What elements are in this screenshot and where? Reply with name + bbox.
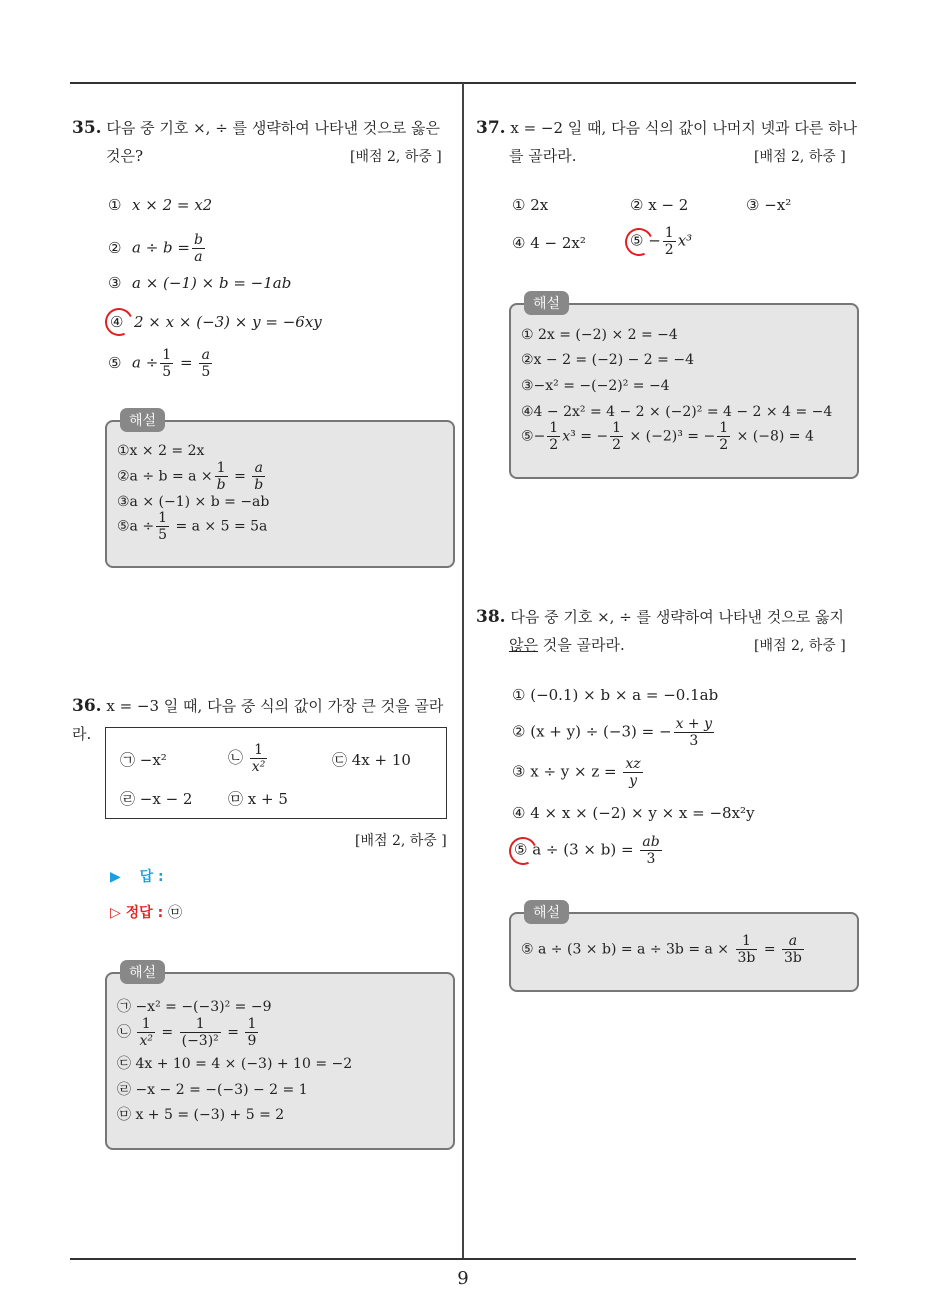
choice-c: ㉢ 4x + 10 bbox=[332, 751, 411, 769]
exp-36-line-3: ㉢ 4x + 10 = 4 × (−3) + 10 = −2 bbox=[117, 1056, 353, 1072]
exp-36-line-2: ㉡ $\frac{1}{\text{x²}}$ = $\frac{1}{\text{(−3)²}}$ = $\frac{1}{9}$ bbox=[117, 1016, 257, 1049]
exp-36-line-4: ㉣ −x − 2 = −(−3) − 2 = 1 bbox=[117, 1082, 308, 1098]
exp-37-line-5: ⑤− $\frac{1}{2}$ x³ = − $\frac{1}{2}$ × (−2)³ = − $\frac{1}{2}$ × (−8) = 4 bbox=[521, 420, 814, 453]
exp-36-line-1: ㉠ −x² = −(−3)² = −9 bbox=[117, 999, 272, 1015]
outline-triangle-icon: ▷ bbox=[110, 905, 121, 921]
page-number: 9 bbox=[457, 1268, 469, 1289]
option-4[interactable]: ④ 4 − 2x² bbox=[512, 234, 586, 252]
play-triangle-icon: ▶ bbox=[110, 869, 121, 885]
explanation-tag: 해설 bbox=[120, 408, 165, 432]
problem-number: 37. bbox=[476, 118, 506, 138]
score-label: [배점 2, 하중 ] bbox=[355, 833, 447, 849]
option-5[interactable]: ⑤ a ÷ $\frac{1}{5}$ = $\frac{a}{5}$ bbox=[108, 347, 211, 380]
exp-35-line-3: ③a × (−1) × b = −ab bbox=[117, 494, 270, 510]
choice-e: ㉤ x + 5 bbox=[228, 790, 288, 808]
explanation-tag: 해설 bbox=[524, 291, 569, 315]
option-4[interactable]: ④ 4 × x × (−2) × y × x = −8x²y bbox=[512, 804, 755, 822]
question-text-cont: 것은? bbox=[106, 147, 144, 165]
question-text: x = −3 일 때, 다음 중 식의 값이 가장 큰 것을 골라라. bbox=[72, 697, 444, 743]
exp-37-line-4: ④4 − 2x² = 4 − 2 × (−2)² = 4 − 2 × 4 = −4 bbox=[521, 404, 833, 420]
option-5[interactable]: ⑤ a ÷ (3 × b) = $\frac{ab}{3}$ bbox=[514, 834, 660, 867]
exp-36-line-5: ㉤ x + 5 = (−3) + 5 = 2 bbox=[117, 1107, 285, 1123]
option-2[interactable]: ② (x + y) ÷ (−3) = − $\frac{x + y}{3}$ bbox=[512, 716, 712, 749]
option-1[interactable]: ① 2x bbox=[512, 196, 549, 214]
explanation-tag: 해설 bbox=[524, 900, 569, 924]
score-label: [배점 2, 하중 ] bbox=[754, 638, 846, 654]
problem-number: 36. bbox=[72, 696, 102, 716]
exp-38-line-1: ⑤ a ÷ (3 × b) = a ÷ 3b = a × $\frac{1}{3b}$ = $\frac{a}{3b}$ bbox=[521, 933, 802, 966]
score-label: [배점 2, 하중 ] bbox=[350, 149, 442, 165]
exp-37-line-1: ① 2x = (−2) × 2 = −4 bbox=[521, 327, 678, 343]
exp-35-line-4: ⑤a ÷ $\frac{1}{5}$ = a × 5 = 5a bbox=[117, 510, 268, 543]
option-3[interactable]: ③ x ÷ y × z = $\frac{xz}{y}$ bbox=[512, 756, 641, 789]
explanation-tag: 해설 bbox=[120, 960, 165, 984]
exp-35-line-2: ②a ÷ b = a × $\frac{1}{b}$ = $\frac{a}{b}$ bbox=[117, 460, 264, 493]
answer-line[interactable]: ▶ 답 : bbox=[110, 869, 164, 885]
problem-number: 38. bbox=[476, 607, 506, 627]
option-5[interactable]: ⑤ − $\frac{1}{2}$ x³ bbox=[630, 225, 693, 258]
column-divider bbox=[462, 83, 464, 1259]
option-2[interactable]: ② x − 2 bbox=[630, 196, 689, 214]
option-3[interactable]: ③ a × (−1) × b = −1ab bbox=[108, 274, 292, 292]
option-1[interactable]: ① x × 2 = x2 bbox=[108, 196, 213, 214]
bottom-rule bbox=[70, 1258, 856, 1260]
option-4[interactable]: ④ 2 × x × (−3) × y = −6xy bbox=[110, 313, 322, 331]
question-text-cont: 를 골라라. bbox=[509, 147, 577, 165]
question-text: 다음 중 기호 ×, ÷ 를 생략하여 나타낸 것으로 옳지 bbox=[510, 608, 844, 626]
option-2[interactable]: ② a ÷ b = $\frac{b}{a}$ bbox=[108, 232, 203, 265]
choice-d: ㉣ −x − 2 bbox=[120, 790, 193, 808]
question-emphasis: 않은 bbox=[509, 636, 538, 654]
exp-37-line-3: ③−x² = −(−2)² = −4 bbox=[521, 378, 670, 394]
correct-answer-line: ▷ 정답 : ㉤ bbox=[110, 905, 183, 921]
option-3[interactable]: ③ −x² bbox=[746, 196, 792, 214]
exp-37-line-2: ②x − 2 = (−2) − 2 = −4 bbox=[521, 352, 694, 368]
option-1[interactable]: ① (−0.1) × b × a = −0.1ab bbox=[512, 686, 719, 704]
question-text: 다음 중 기호 ×, ÷ 를 생략하여 나타낸 것으로 옳은 bbox=[106, 119, 440, 137]
score-label: [배점 2, 하중 ] bbox=[754, 149, 846, 165]
question-text-cont: 것을 골라라. bbox=[537, 636, 625, 654]
question-text: x = −2 일 때, 다음 식의 값이 나머지 넷과 다른 하나 bbox=[510, 119, 858, 137]
choice-b: ㉡ $\frac{1}{\text{x²}}$ bbox=[228, 742, 266, 775]
choice-a: ㉠ −x² bbox=[120, 751, 167, 769]
problem-number: 35. bbox=[72, 118, 102, 138]
exp-35-line-1: ①x × 2 = 2x bbox=[117, 443, 205, 459]
